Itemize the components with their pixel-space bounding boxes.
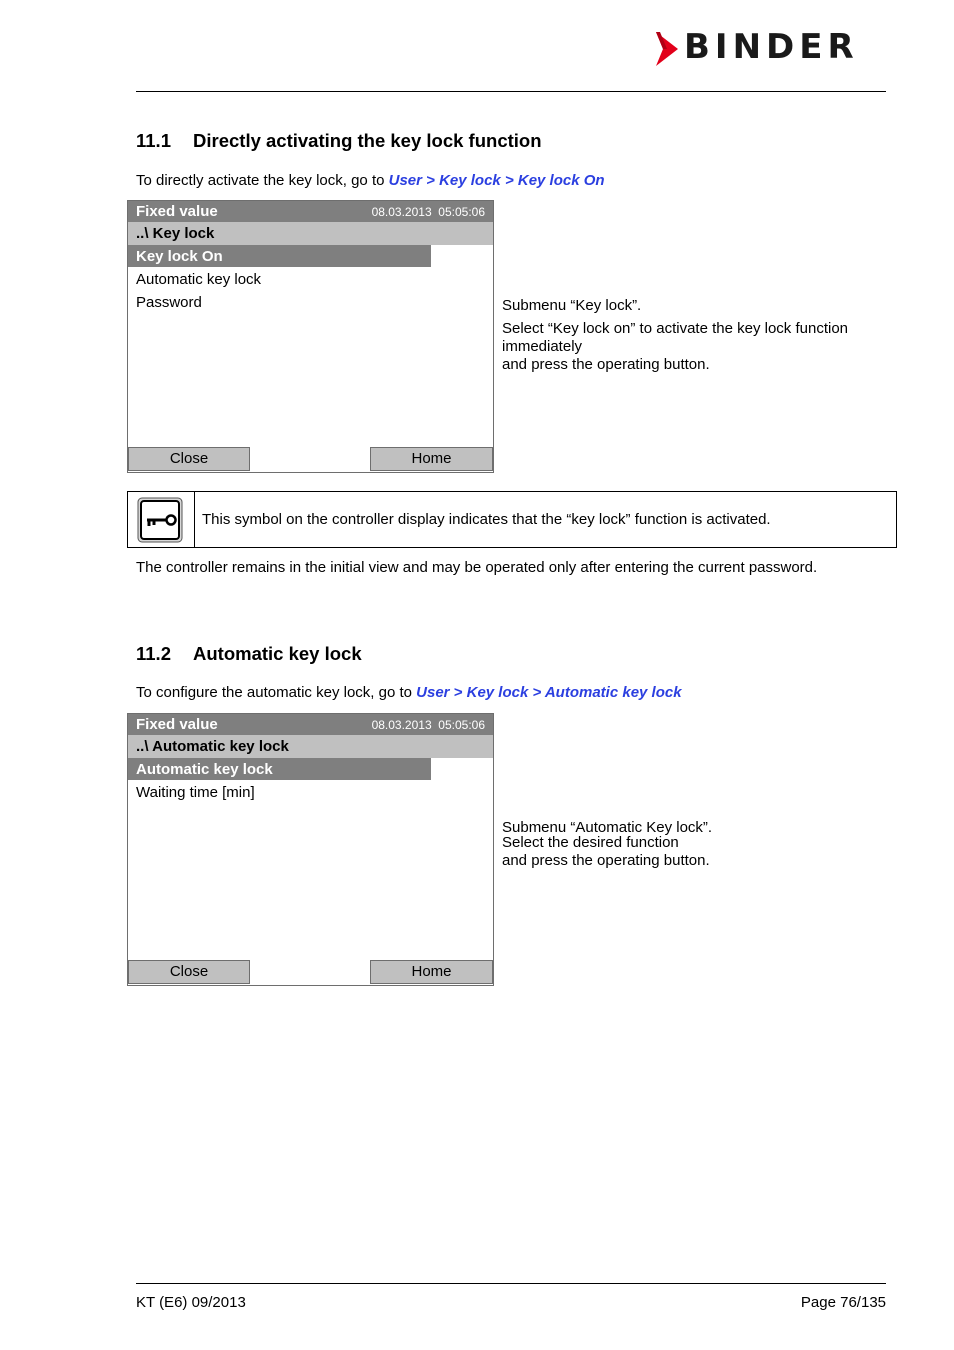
binder-logo bbox=[654, 27, 886, 67]
description-line: Submenu “Key lock”. bbox=[502, 297, 642, 314]
display-title-bar bbox=[128, 201, 493, 222]
menu-item-automatic-key-lock[interactable] bbox=[128, 758, 431, 780]
section-intro bbox=[136, 684, 682, 702]
key-icon bbox=[137, 497, 183, 543]
menu-path: User > Key lock > Key lock On bbox=[388, 172, 605, 189]
breadcrumb-label: ..\ Key lock bbox=[136, 225, 215, 242]
section-heading-11-1 bbox=[136, 130, 542, 152]
brand-name: BINDER bbox=[684, 27, 859, 67]
footer-doc-id: KT (E6) 09/2013 bbox=[136, 1294, 246, 1311]
section-heading-11-2 bbox=[136, 643, 362, 665]
controller-display-automatic-key-lock bbox=[127, 713, 494, 986]
close-button[interactable]: Close bbox=[128, 447, 250, 471]
section-title: Directly activating the key lock function bbox=[193, 130, 542, 151]
menu-item-waiting-time[interactable]: Waiting time [min] bbox=[136, 784, 255, 801]
section-number: 11.2 bbox=[136, 643, 171, 664]
close-button[interactable]: Close bbox=[128, 960, 250, 984]
logo-arrow-icon bbox=[654, 32, 680, 66]
description-line: Submenu “Automatic Key lock”. bbox=[502, 819, 713, 836]
breadcrumb-label: ..\ Automatic key lock bbox=[136, 738, 289, 755]
description-line: and press the operating button. bbox=[502, 852, 710, 869]
notice-text: This symbol on the controller display indicates that the “key lock” function is activated. bbox=[202, 511, 771, 528]
section-number: 11.1 bbox=[136, 130, 171, 151]
section-intro bbox=[136, 172, 605, 190]
display-title-bar bbox=[128, 714, 493, 735]
display-datetime: 08.03.2013 05:05:06 bbox=[371, 205, 485, 219]
description-line: and press the operating button. bbox=[502, 356, 710, 373]
display-breadcrumb bbox=[128, 222, 493, 245]
menu-item-automatic-key-lock[interactable]: Automatic key lock bbox=[136, 271, 262, 288]
panel-description-automatic-key-lock bbox=[502, 819, 712, 870]
display-title: Fixed value bbox=[136, 203, 218, 220]
footer-rule bbox=[136, 1283, 886, 1284]
home-button[interactable]: Home bbox=[370, 447, 493, 471]
display-title: Fixed value bbox=[136, 716, 218, 733]
menu-path: User > Key lock > Automatic key lock bbox=[416, 684, 682, 701]
display-breadcrumb bbox=[128, 735, 493, 758]
menu-item-password[interactable]: Password bbox=[136, 294, 202, 311]
menu-item-label: Key lock On bbox=[136, 248, 223, 265]
description-line: Select the desired function bbox=[502, 834, 679, 851]
menu-item-key-lock-on[interactable] bbox=[128, 245, 431, 267]
description-line: Select “Key lock on” to activate the key lock function bbox=[502, 320, 849, 337]
after-notice-text: The controller remains in the initial view and may be operated only after entering the current password. bbox=[136, 559, 818, 576]
intro-text: To configure the automatic key lock, go to bbox=[136, 684, 417, 701]
intro-text: To directly activate the key lock, go to bbox=[136, 172, 389, 189]
description-line: immediately bbox=[502, 338, 583, 355]
notice-icon-cell bbox=[128, 492, 195, 547]
home-button[interactable]: Home bbox=[370, 960, 493, 984]
section-title: Automatic key lock bbox=[193, 643, 362, 664]
footer-page-number: Page 76/135 bbox=[800, 1294, 886, 1311]
controller-display-key-lock bbox=[127, 200, 494, 473]
key-lock-notice bbox=[127, 491, 897, 548]
display-datetime: 08.03.2013 05:05:06 bbox=[371, 718, 485, 732]
menu-item-label: Automatic key lock bbox=[136, 761, 273, 778]
header-rule bbox=[136, 91, 886, 92]
panel-description-key-lock bbox=[502, 297, 848, 374]
